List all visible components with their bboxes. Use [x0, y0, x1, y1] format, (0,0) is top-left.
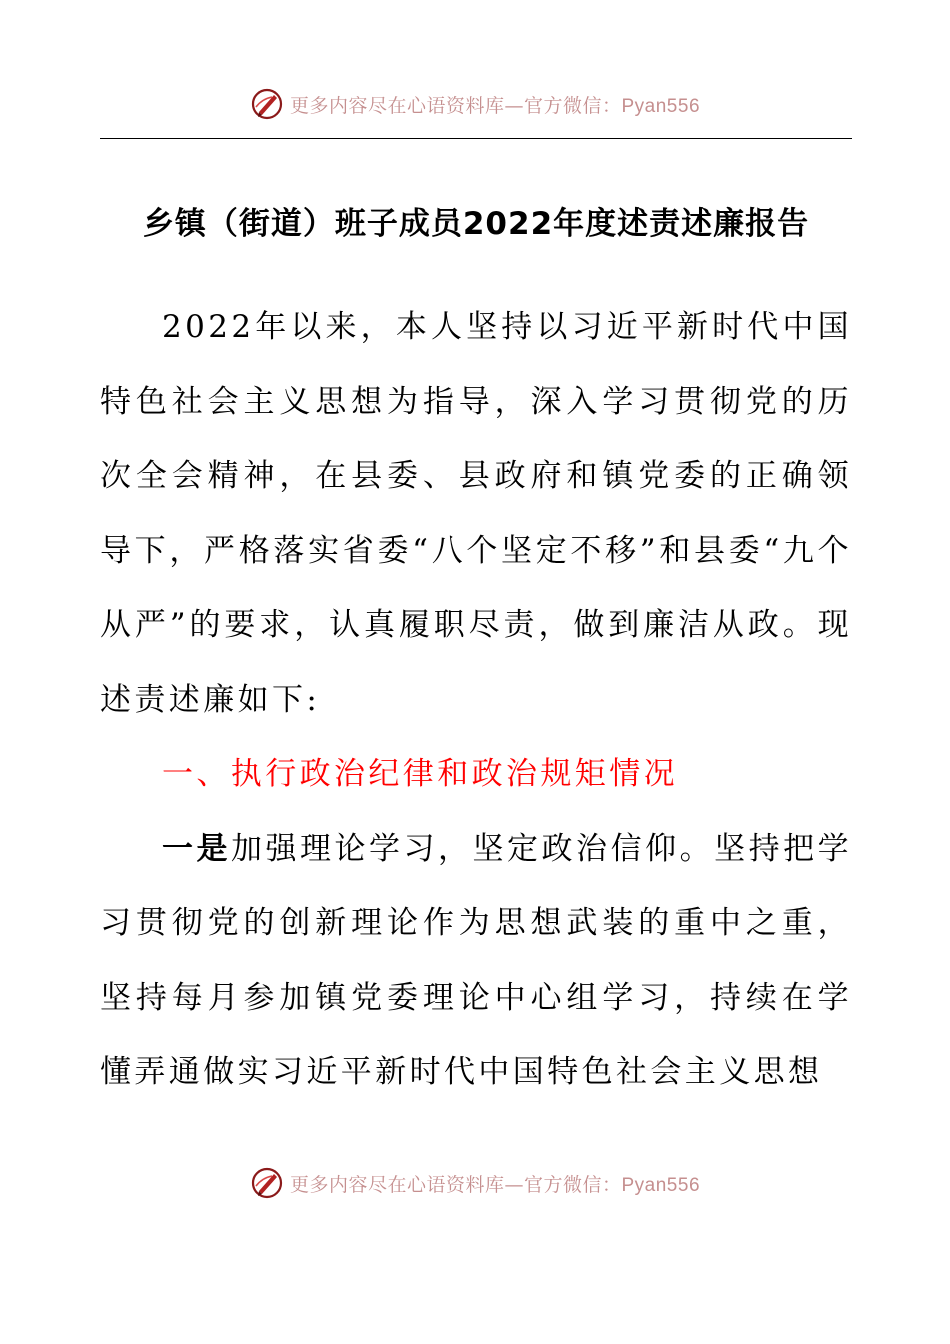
watermark-id: Pyan556	[621, 1174, 701, 1196]
footer-watermark-text	[290, 1170, 700, 1197]
header-watermark	[0, 84, 950, 124]
watermark-label: 更多内容尽在心语资料库—官方微信：	[289, 94, 622, 117]
pen-logo-icon	[250, 1166, 284, 1200]
point-1-lead: 一是	[162, 830, 232, 867]
intro-paragraph: 2022年以来，本人坚持以习近平新时代中国特色社会主义思想为指导，深入学习贯彻党的历次全会精神，在县委、县政府和镇党委的正确领导下，严格落实省委“八个坚定不移”和县委“九个从严”的要求，认真履职尽责，做到廉洁从政。现述责述廉如下:	[100, 309, 852, 718]
point-1-text: 加强理论学习，坚定政治信仰。坚持把学习贯彻党的创新理论作为思想武装的重中之重，坚持每月参加镇党委理论中心组学习，持续在学懂弄通做实习近平新时代中国特色社会主义思想	[100, 830, 852, 1090]
header-divider	[100, 138, 852, 139]
header-watermark-text	[290, 91, 700, 118]
footer-watermark	[0, 1163, 950, 1203]
point-1-paragraph	[100, 812, 852, 1110]
section-heading-1: 一、执行政治纪律和政治规矩情况	[162, 756, 678, 792]
document-body	[100, 290, 852, 1110]
page-title: 乡镇（街道）班子成员2022年度述责述廉报告	[142, 206, 810, 242]
pen-logo-icon	[250, 87, 284, 121]
watermark-id: Pyan556	[621, 95, 701, 117]
watermark-label: 更多内容尽在心语资料库—官方微信：	[289, 1173, 622, 1196]
